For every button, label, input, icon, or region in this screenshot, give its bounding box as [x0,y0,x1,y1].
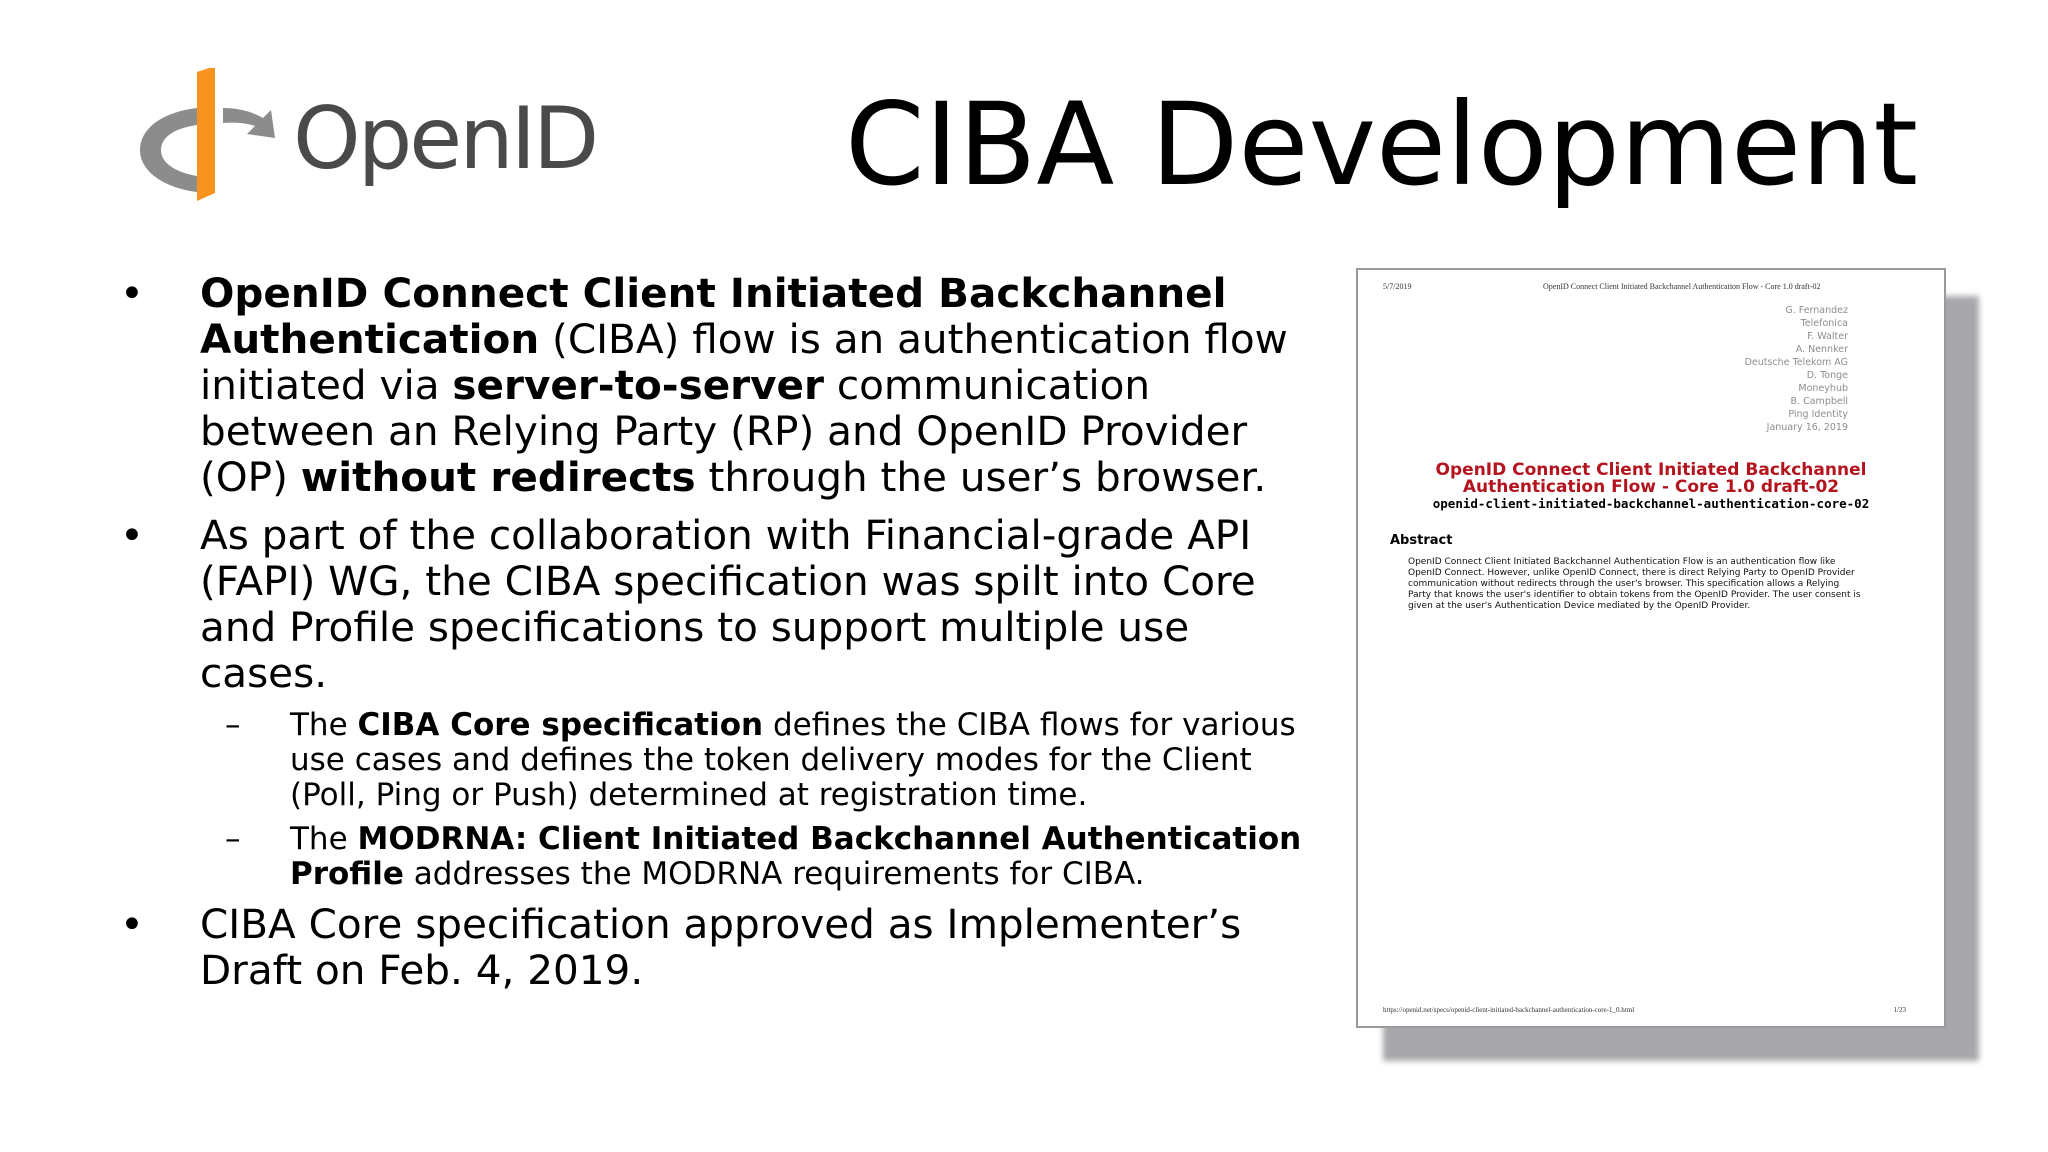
doc-date: 5/7/2019 [1383,282,1412,291]
text: As part of the collaboration with Financial-grade API (FAPI) WG, the CIBA specification was spilt into Core and Profile specifications to support multiple use cases. [200,511,1256,697]
text: (CIBA) flow is an authentication flow initiated via [200,315,1288,409]
bullet-list [120,270,1320,1005]
doc-page-number: 1/23 [1893,1006,1906,1014]
author-line: Moneyhub [1798,383,1848,394]
spec-document-thumbnail [1356,268,1946,1028]
abstract-heading: Abstract [1390,533,1453,548]
doc-title-line1: OpenID Connect Client Initiated Backchannel [1435,460,1867,480]
openid-logo-icon [135,68,285,203]
doc-title-line2: Authentication Flow - Core 1.0 draft-02 [1462,477,1840,497]
sub-bullet-item [120,708,1320,813]
bold-text: OpenID Connect Client Initiated Backchannel Authentication [200,269,1227,363]
text: through the user’s browser. [695,453,1267,501]
abstract-line: Party that knows the user's identifier to obtain tokens from the OpenID Provider. The user consent is [1408,590,1861,600]
author-line: Ping Identity [1788,409,1848,420]
bullet-item [120,901,1320,993]
author-line: F. Walter [1807,331,1848,342]
doc-url: https://openid.net/specs/openid-client-initiated-backchannel-authentication-core-1_0.html [1383,1006,1635,1014]
doc-title [1358,462,1944,496]
abstract-line: given at the user's Authentication Device mediated by the OpenID Provider. [1408,601,1751,611]
abstract-line: OpenID Connect. However, unlike OpenID Connect, there is direct Relying Party to OpenID Provider [1408,568,1855,578]
text: The [290,821,358,857]
doc-header-title: OpenID Connect Client Initiated Backchannel Authentication Flow - Core 1.0 draft-02 [1543,282,1821,291]
author-line: D. Tonge [1806,370,1848,381]
bold-text: CIBA Core specification [357,707,764,743]
author-line: Telefonica [1800,318,1848,329]
abstract-line: communication without redirects through the user's browser. This specification allows a Relying [1408,579,1840,589]
bold-text: MODRNA: Client Initiated Backchannel Authentication Profile [290,821,1302,892]
slide-title: CIBA Development [845,78,1919,211]
author-line: January 16, 2019 [1766,422,1848,433]
sub-bullet-item [120,822,1320,892]
text: communication between an Relying Party (RP) and OpenID Provider (OP) [200,361,1248,501]
abstract-line: OpenID Connect Client Initiated Backchannel Authentication Flow is an authentication flow like [1408,557,1836,567]
doc-name: openid-client-initiated-backchannel-authentication-core-02 [1432,496,1870,511]
text: defines the CIBA flows for various use cases and defines the token delivery modes for the Client (Poll, Ping or Push) determined at registration time. [290,707,1296,813]
abstract-text [1408,557,1888,612]
author-line: B. Campbell [1790,396,1848,407]
author-line: A. Nennker [1795,344,1848,355]
openid-logo [135,68,597,203]
bullet-item [120,512,1320,696]
text: CIBA Core specification approved as Implementer’s Draft on Feb. 4, 2019. [200,900,1242,994]
text: addresses the MODRNA requirements for CIBA. [403,856,1145,892]
text: The [290,707,358,743]
openid-logo-text: OpenID [293,89,597,189]
author-line: G. Fernandez [1785,305,1848,316]
bold-text: server-to-server [452,361,825,409]
bullet-item [120,270,1320,500]
bold-text: without redirects [300,453,696,501]
author-line: Deutsche Telekom AG [1744,357,1848,368]
doc-authors [1745,304,1848,434]
